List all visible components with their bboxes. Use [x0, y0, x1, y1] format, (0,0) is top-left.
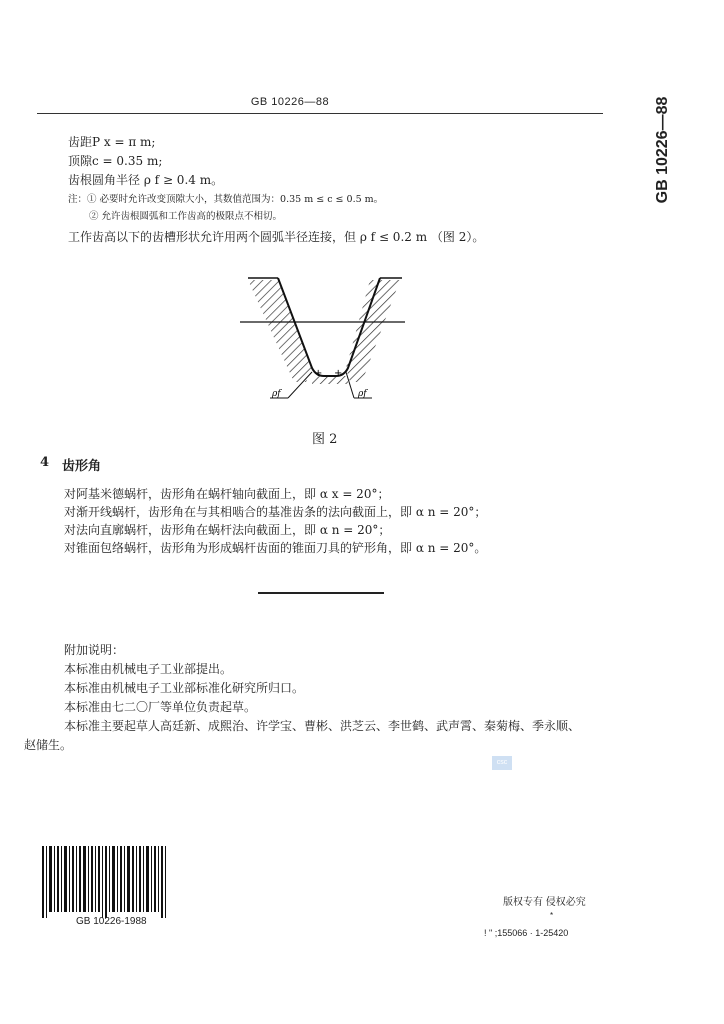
- appendix-line-3: 本标准由七二〇厂等单位负责起草。: [64, 700, 257, 714]
- watermark-logo: csc: [492, 756, 512, 770]
- figure-tooth-slot: [230, 270, 420, 415]
- header-standard-code: GB 10226—88: [250, 96, 330, 108]
- paragraph-figure: 工作齿高以下的齿槽形状允许用两个圆弧半径连接，但 ρ f ≤ 0.2 m （图 2）。: [68, 230, 485, 244]
- appendix-line-2: 本标准由机械电子工业部标准化研究所归口。: [64, 681, 305, 695]
- figure-caption: 图 2: [312, 432, 338, 447]
- radius-label-right: ρf: [358, 389, 367, 399]
- formula-pitch: 齿距P x = π m;: [68, 135, 156, 149]
- section-title: 齿形角: [62, 459, 102, 474]
- barcode-text: GB 10226-1988: [76, 916, 147, 927]
- end-rule: [258, 592, 384, 594]
- note-1: 注：① 必要时允许改变顶隙大小，其数值范围为：0.35 m ≤ c ≤ 0.5 m。: [68, 194, 384, 205]
- copyright-text: 版权专有 侵权必究: [503, 897, 586, 908]
- formula-root-radius: 齿根圆角半径 ρ f ≥ 0.4 m。: [68, 173, 224, 187]
- barcode: [40, 846, 170, 928]
- section-line-2: 对渐开线蜗杆，齿形角在与其相啮合的基准齿条的法向截面上，即 α n = 20°；: [64, 505, 487, 519]
- hatch-left: [248, 280, 312, 382]
- appendix-line-4: 本标准主要起草人高廷新、成熙治、许学宝、曹彬、洪芝云、李世鹤、武声霄、秦菊梅、季永顺、: [64, 719, 581, 733]
- copyright-star: *: [550, 911, 554, 920]
- side-label-text: GB 10226—88: [654, 96, 671, 204]
- appendix-heading: 附加说明：: [64, 643, 125, 657]
- appendix-line-5: 赵储生。: [24, 738, 73, 752]
- header-rule: [37, 113, 603, 114]
- section-line-1: 对阿基米德蜗杆，齿形角在蜗杆轴向截面上，即 α x = 20°；: [64, 487, 390, 501]
- section-number: 4: [40, 455, 50, 470]
- center-mark-right: +: [334, 368, 343, 379]
- center-mark-left: +: [314, 368, 323, 379]
- radius-label-left: ρf: [272, 389, 281, 399]
- note-2: ② 允许齿根圆弧和工作齿高的极限点不相切。: [89, 211, 283, 222]
- formula-clearance: 顶隙c = 0.35 m;: [68, 154, 163, 168]
- appendix-line-1: 本标准由机械电子工业部提出。: [64, 662, 233, 676]
- side-label: [648, 95, 678, 205]
- copyright-code: ! " ;155066 · 1-25420: [484, 928, 569, 938]
- barcode-bars: [40, 846, 170, 918]
- section-line-4: 对锥面包络蜗杆，齿形角为形成蜗杆齿面的锥面刀具的铲形角，即 α n = 20°。: [64, 541, 487, 555]
- section-line-3: 对法向直廓蜗杆，齿形角在蜗杆法向截面上，即 α n = 20°；: [64, 523, 391, 537]
